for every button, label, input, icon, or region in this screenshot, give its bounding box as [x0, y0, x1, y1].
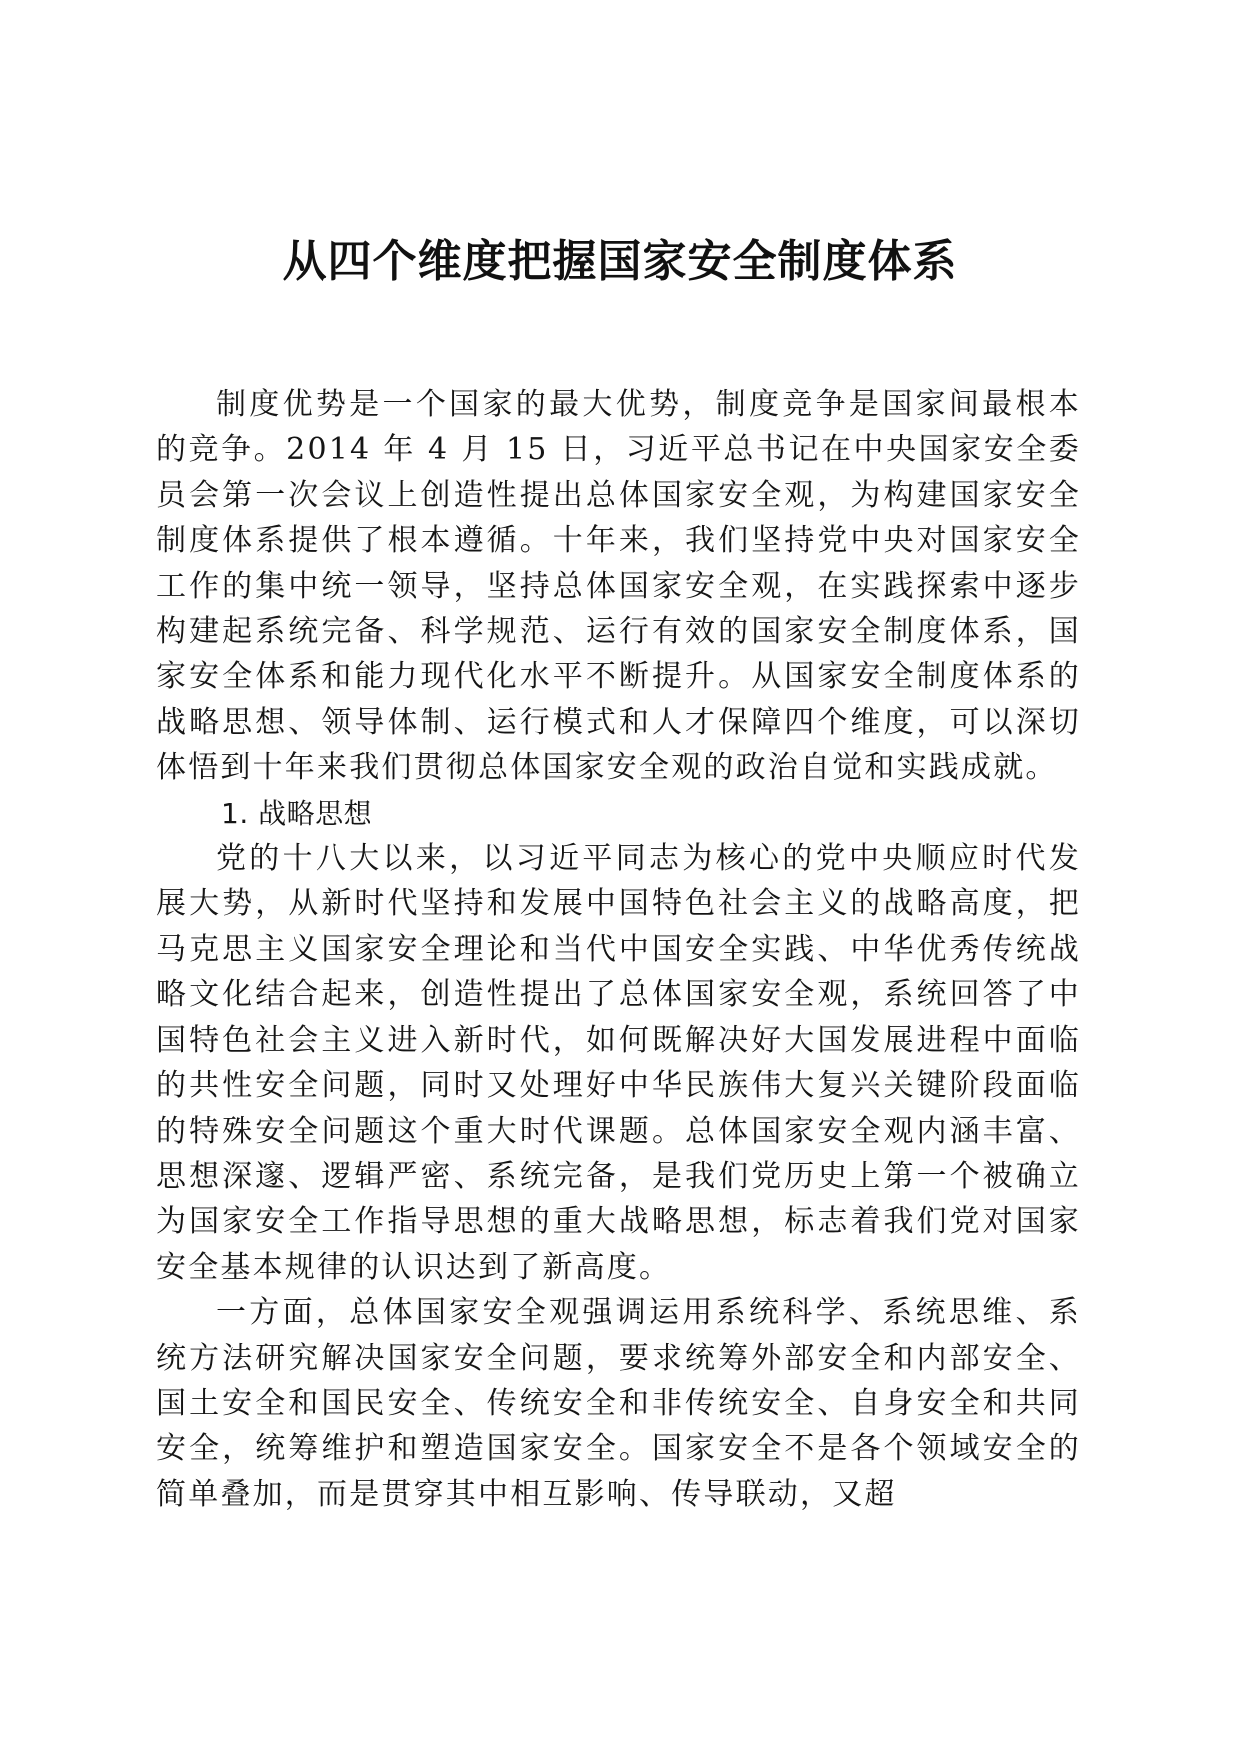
document-title: 从四个维度把握国家安全制度体系 — [282, 236, 958, 287]
paragraph-one-hand: 一方面，总体国家安全观强调运用系统科学、系统思维、系统方法研究解决国家安全问题，要求统筹外部安全和内部安全、国土安全和国民安全、传统安全和非传统安全、自身安全和共同安全，统筹维护和塑造国家安全。国家安全不是各个领域安全的简单叠加，而是贯穿其中相互影响、传导联动，又超 — [156, 1295, 1081, 1512]
paragraph-strategy: 党的十八大以来，以习近平同志为核心的党中央顺应时代发展大势，从新时代坚持和发展中国特色社会主义的战略高度，把马克思主义国家安全理论和当代中国安全实践、中华优秀传统战略文化结合起来，创造性提出了总体国家安全观，系统回答了中国特色社会主义进入新时代，如何既解决好大国发展进程中面临的共性安全问题，同时又处理好中华民族伟大复兴关键阶段面临的特殊安全问题这个重大时代课题。总体国家安全观内涵丰富、思想深邃、逻辑严密、系统完备，是我们党历史上第一个被确立为国家安全工作指导思想的重大战略思想，标志着我们党对国家安全基本规律的认识达到了新高度。 — [156, 841, 1081, 1285]
paragraph-intro: 制度优势是一个国家的最大优势，制度竞争是国家间最根本的竞争。2014 年 4 月 15 日，习近平总书记在中央国家安全委员会第一次会议上创造性提出总体国家安全观，为构建国家安全制度体系提供了根本遵循。十年来，我们坚持党中央对国家安全工作的集中统一领导，坚持总体国家安全观，在实践探索中逐步构建起系统完备、科学规范、运行有效的国家安全制度体系，国家安全体系和能力现代化水平不断提升。从国家安全制度体系的战略思想、领导体制、运行模式和人才保障四个维度，可以深切体悟到十年来我们贯彻总体国家安全观的政治自觉和实践成就。 — [156, 387, 1081, 786]
document-body — [156, 382, 1081, 1517]
section-heading-strategy: 1. 战略思想 — [221, 796, 373, 830]
